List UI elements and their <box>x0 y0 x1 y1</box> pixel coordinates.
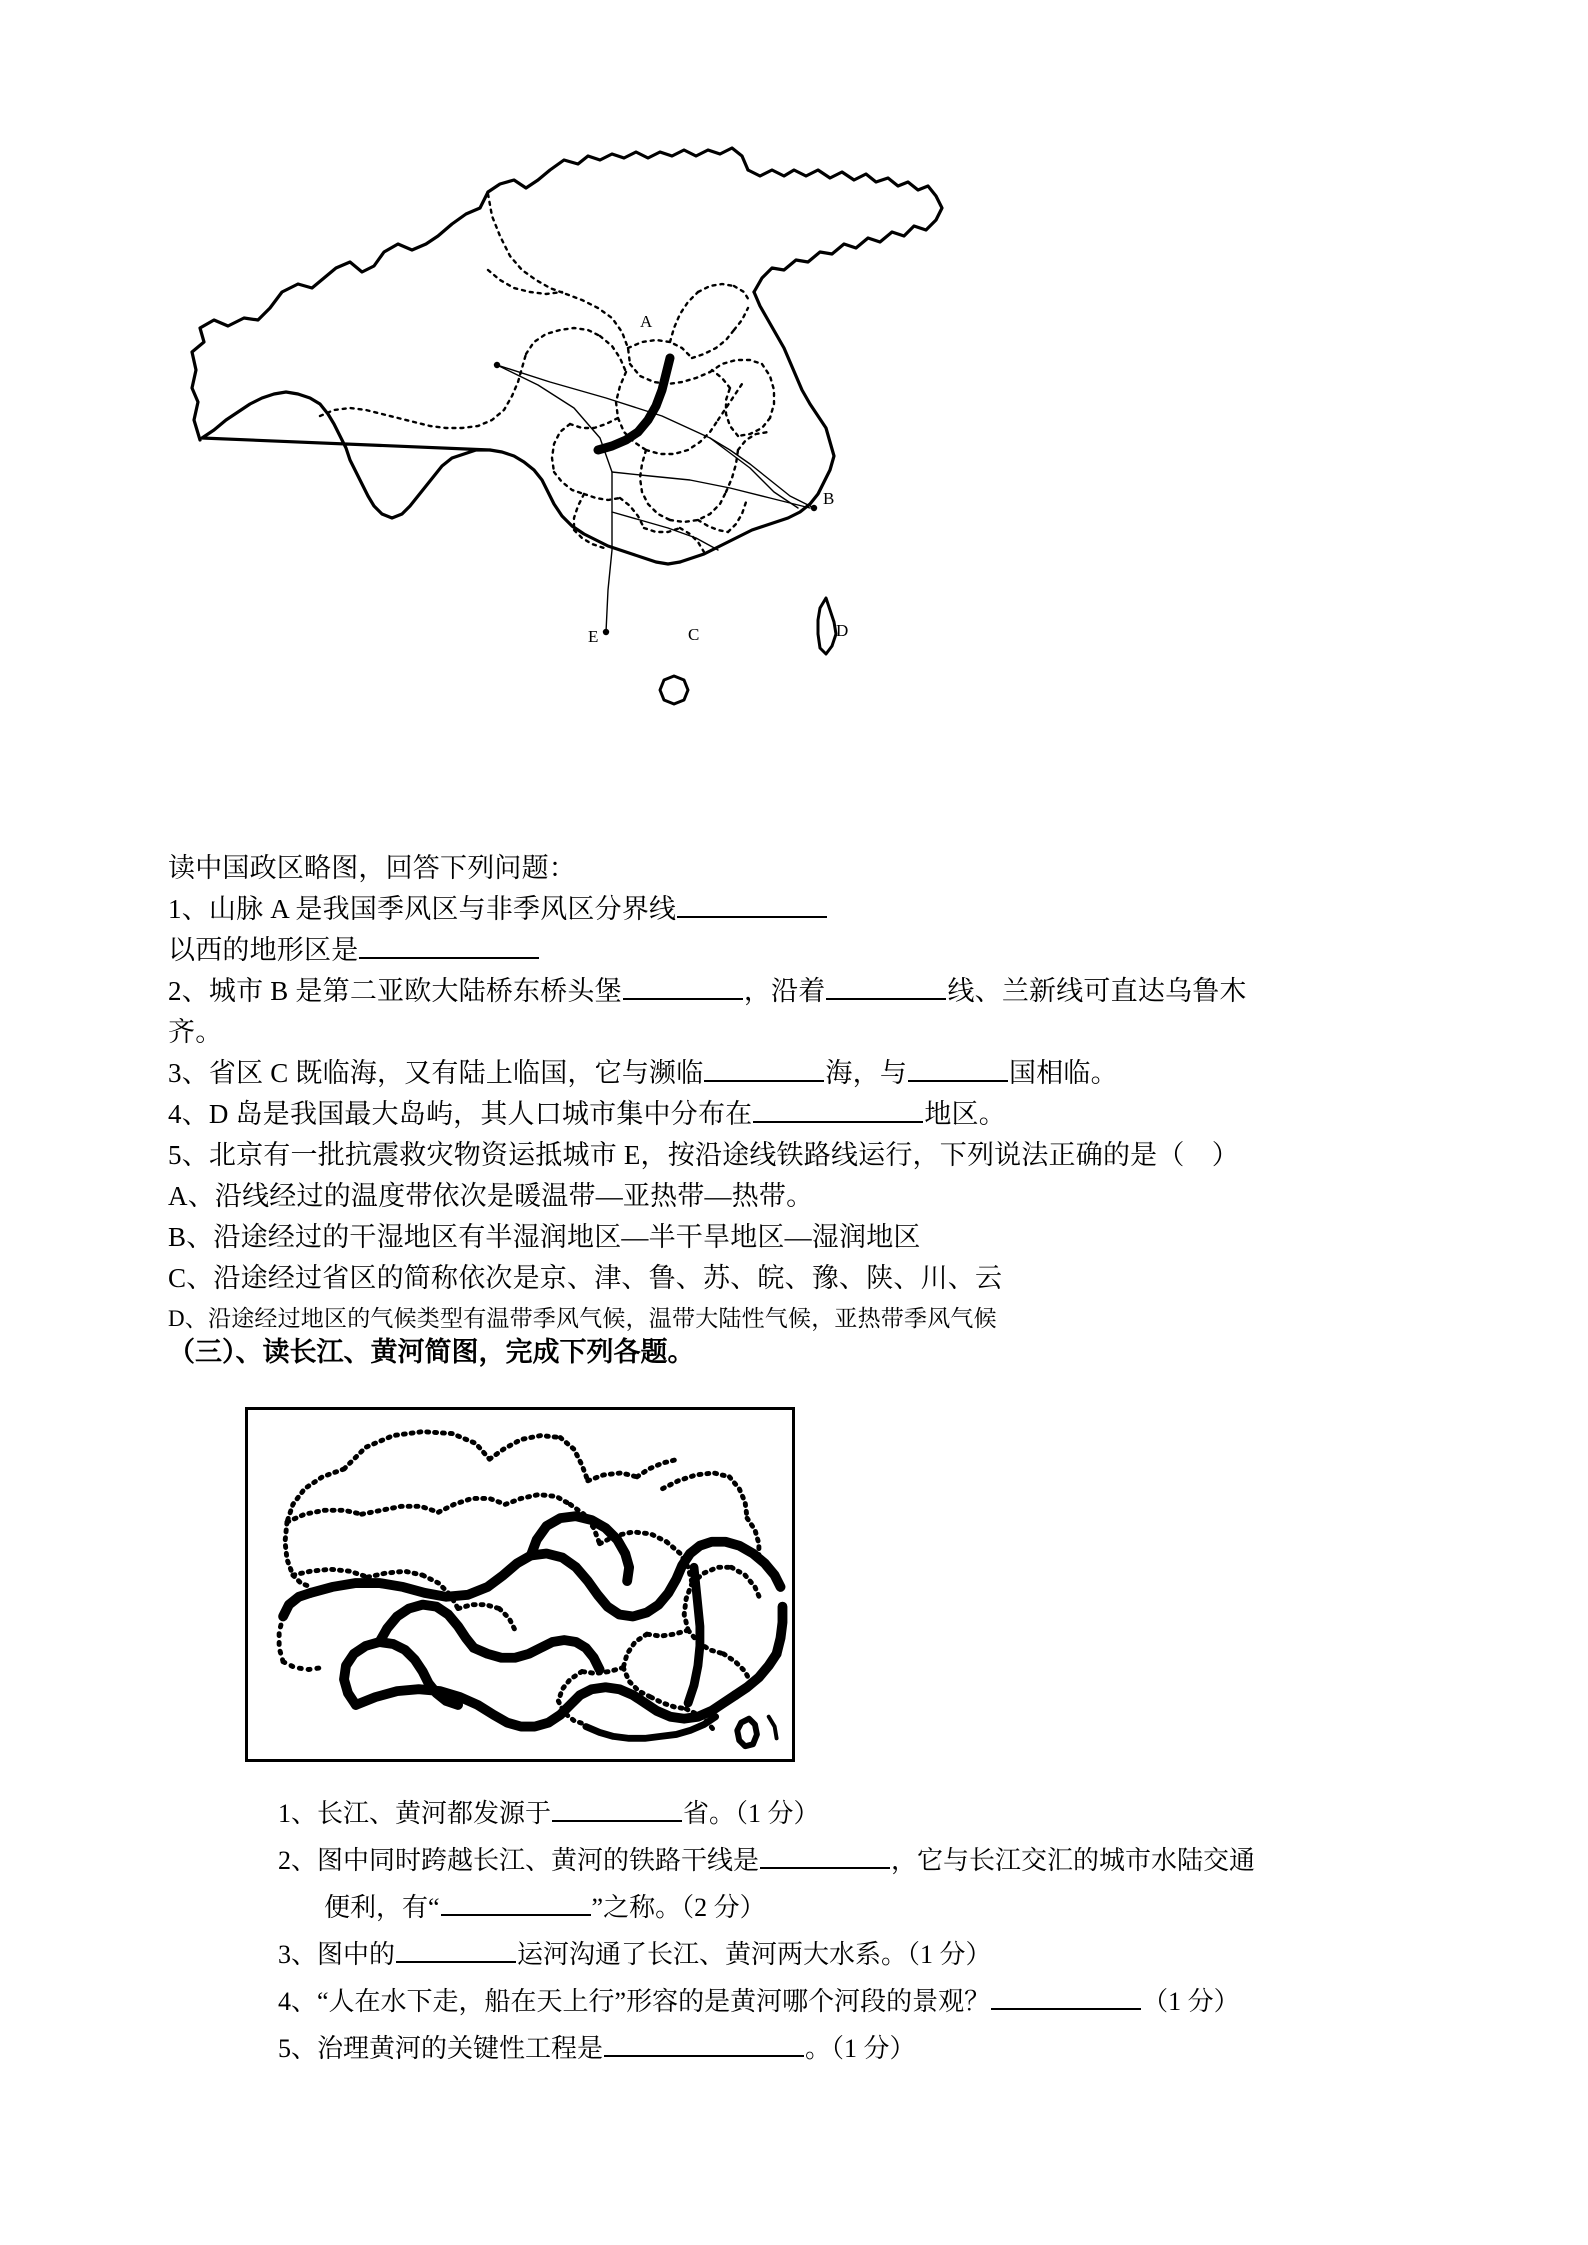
question-text: “人在水下走，船在天上行”形容的是黄河哪个河段的景观？ <box>317 1987 991 2016</box>
china-political-map <box>170 120 970 646</box>
option-b[interactable]: B、沿途经过的干湿地区有半湿润地区—半干旱地区—湿润地区 <box>168 1222 921 1252</box>
answer-blank[interactable] <box>760 1843 890 1869</box>
question-number: 2、 <box>168 976 209 1006</box>
question-a-5 <box>168 1135 1428 1176</box>
question-text: ，沿着 <box>743 976 826 1006</box>
question-number: 5、 <box>278 2034 318 2063</box>
question-text: （1 分） <box>1142 1987 1240 2016</box>
question-text: 海，与 <box>825 1058 908 1088</box>
section-a-questions <box>168 848 1428 1339</box>
question-text: 北京有一批抗震救灾物资运抵城市 E，按沿途线铁路线运行，下列说法正确的是（ ） <box>208 1140 1239 1170</box>
question-a-1 <box>168 889 1428 930</box>
question-text: 城市 B 是第二亚欧大陆桥东桥头堡 <box>208 976 622 1006</box>
question-b-5 <box>278 2025 1528 2072</box>
question-text: 图中的 <box>317 1940 396 1969</box>
question-a-1-cont <box>168 930 1428 971</box>
answer-blank[interactable] <box>991 1984 1141 2010</box>
question-b-2-cont <box>278 1884 1528 1931</box>
question-text: 图中同时跨越长江、黄河的铁路干线是 <box>317 1846 760 1875</box>
question-text: 山脉 A 是我国季风区与非季风区分界线 <box>208 894 677 924</box>
yangtze-yellow-river-map <box>245 1407 795 1762</box>
map-label-E: E <box>588 627 599 646</box>
question-number: 4、 <box>278 1987 318 2016</box>
answer-blank[interactable] <box>753 1097 923 1123</box>
question-text: 省区 C 既临海，又有陆上临国，它与濒临 <box>208 1058 704 1088</box>
question-number: 1、 <box>168 894 209 924</box>
answer-blank[interactable] <box>604 2031 804 2057</box>
question-b-1 <box>278 1790 1528 1837</box>
question-a-2 <box>168 971 1428 1012</box>
answer-blank[interactable] <box>396 1937 516 1963</box>
answer-blank[interactable] <box>704 1056 824 1082</box>
map-label-C: C <box>688 625 700 644</box>
question-a-4 <box>168 1094 1428 1135</box>
question-text: 以西的地形区是 <box>168 935 359 965</box>
map-label-B: B <box>823 489 835 508</box>
question-number: 1、 <box>278 1799 318 1828</box>
question-number: 3、 <box>278 1940 318 1969</box>
question-a-3 <box>168 1053 1428 1094</box>
question-a-2-cont <box>168 1012 1428 1053</box>
option-c[interactable]: C、沿途经过省区的简称依次是京、津、鲁、苏、皖、豫、陕、川、云 <box>168 1263 1003 1293</box>
option-d[interactable]: D、沿途经过地区的气候类型有温带季风气候，温带大陆性气候，亚热带季风气候 <box>168 1306 997 1331</box>
question-text: D 岛是我国最大岛屿，其人口城市集中分布在 <box>208 1099 753 1129</box>
answer-blank[interactable] <box>826 974 946 1000</box>
question-b-2 <box>278 1837 1528 1884</box>
question-text: ，它与长江交汇的城市水陆交通 <box>891 1846 1256 1875</box>
question-b-4 <box>278 1978 1528 2025</box>
answer-blank[interactable] <box>677 892 827 918</box>
question-text: 齐。 <box>168 1017 223 1047</box>
answer-blank[interactable] <box>359 933 539 959</box>
map-label-D: D <box>836 621 849 640</box>
question-number: 5、 <box>168 1140 209 1170</box>
question-text: 治理黄河的关键性工程是 <box>317 2034 604 2063</box>
section-b-questions <box>278 1790 1528 2072</box>
question-text: 地区。 <box>924 1099 1006 1129</box>
answer-blank[interactable] <box>441 1890 591 1916</box>
answer-blank[interactable] <box>552 1796 682 1822</box>
question-text: 。（1 分） <box>805 2034 916 2063</box>
question-text: 运河沟通了长江、黄河两大水系。（1 分） <box>517 1940 992 1969</box>
question-number: 4、 <box>168 1099 209 1129</box>
question-number: 3、 <box>168 1058 209 1088</box>
section-b-heading: （三）、读长江、黄河简图，完成下列各题。 <box>168 1337 695 1367</box>
map-label-A: A <box>640 312 653 331</box>
question-text: 便利，有“ <box>324 1893 440 1922</box>
option-a[interactable]: A、沿线经过的温度带依次是暖温带—亚热带—热带。 <box>168 1181 814 1211</box>
answer-blank[interactable] <box>623 974 743 1000</box>
answer-blank[interactable] <box>908 1056 1008 1082</box>
question-text: 长江、黄河都发源于 <box>317 1799 552 1828</box>
question-number: 2、 <box>278 1846 318 1875</box>
section-a-intro: 读中国政区略图，回答下列问题： <box>168 853 576 883</box>
question-b-3 <box>278 1931 1528 1978</box>
question-text: 线、兰新线可直达乌鲁木 <box>947 976 1247 1006</box>
question-text: ”之称。（2 分） <box>591 1893 766 1922</box>
question-text: 国相临。 <box>1009 1058 1118 1088</box>
question-text: 省。（1 分） <box>683 1799 820 1828</box>
